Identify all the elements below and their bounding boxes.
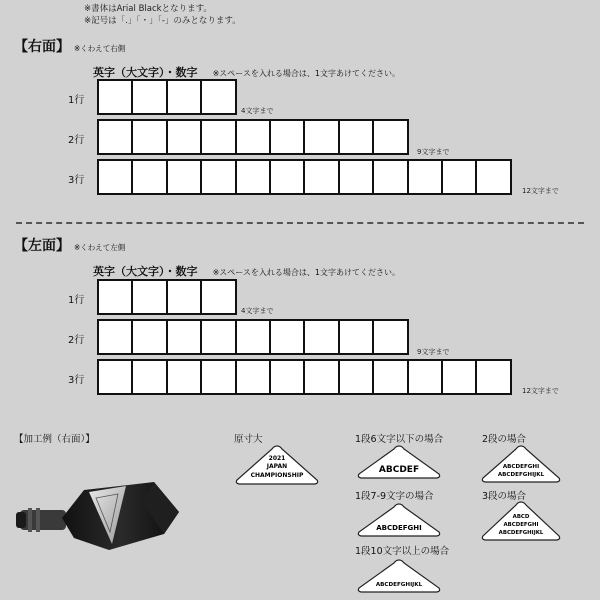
left-row3-label: 3行 [68,375,85,386]
right-row2-limit: 9文字まで [417,148,450,156]
char-box[interactable] [168,279,202,315]
right-row1-boxes[interactable] [97,79,237,115]
char-box[interactable] [374,319,408,355]
left-row1-limit: 4文字まで [241,307,274,315]
left-row2-limit: 9文字まで [417,348,450,356]
original-size-line2: JAPAN [266,463,288,470]
right-row2-label: 2行 [68,135,85,146]
one-line-6-text: ABCDEF [378,465,420,475]
char-box[interactable] [340,319,374,355]
char-box[interactable] [237,319,271,355]
char-box[interactable] [133,79,167,115]
right-row3-limit: 12文字まで [522,187,559,195]
char-box[interactable] [168,79,202,115]
char-box[interactable] [443,159,477,195]
char-box[interactable] [168,159,202,195]
original-size-line1: 2021 [268,455,286,462]
char-box[interactable] [374,159,408,195]
original-size-line3: CHAMPIONSHIP [250,472,304,479]
char-box[interactable] [202,159,236,195]
char-box[interactable] [237,159,271,195]
right-row2-boxes[interactable] [97,119,409,155]
one-line-10-triangle [356,558,442,594]
char-box[interactable] [237,119,271,155]
one-line-6-triangle [356,444,442,480]
char-box[interactable] [409,359,443,395]
char-box[interactable] [133,319,167,355]
char-box[interactable] [340,359,374,395]
product-image [14,472,189,566]
char-box[interactable] [202,279,236,315]
left-row3-boxes[interactable] [97,359,512,395]
char-box[interactable] [305,119,339,155]
right-row1-limit: 4文字まで [241,107,274,115]
char-box[interactable] [202,79,236,115]
char-box[interactable] [202,319,236,355]
three-line-line1: ABCD [512,514,530,520]
char-box[interactable] [340,119,374,155]
section-divider [16,222,584,224]
three-line-triangle [480,500,562,542]
char-box[interactable] [443,359,477,395]
char-box[interactable] [168,119,202,155]
two-line-line1: ABCDEFGHI [502,464,540,470]
char-box[interactable] [202,359,236,395]
char-box[interactable] [237,359,271,395]
char-box[interactable] [99,119,133,155]
char-box[interactable] [133,279,167,315]
left-row2-boxes[interactable] [97,319,409,355]
char-box[interactable] [133,119,167,155]
one-line-6-caption: 1段6文字以下の場合 [355,434,444,445]
two-line-line2: ABCDEFGHIJKL [497,472,545,478]
char-box[interactable] [133,159,167,195]
char-box[interactable] [409,159,443,195]
char-box[interactable] [99,319,133,355]
right-row3-label: 3行 [68,175,85,186]
left-row2-label: 2行 [68,335,85,346]
right-row1-label: 1行 [68,95,85,106]
one-line-7-9-text: ABCDEFGHI [376,524,422,532]
original-size-triangle [234,444,320,486]
char-box[interactable] [99,359,133,395]
char-box[interactable] [305,319,339,355]
char-box[interactable] [305,359,339,395]
three-line-line2: ABCDEFGHI [503,522,539,528]
char-box[interactable] [374,359,408,395]
char-box[interactable] [99,159,133,195]
char-box[interactable] [99,279,133,315]
char-box[interactable] [477,159,511,195]
char-box[interactable] [271,319,305,355]
char-box[interactable] [99,79,133,115]
left-row1-label: 1行 [68,295,85,306]
left-row1-boxes[interactable] [97,279,237,315]
char-box[interactable] [477,359,511,395]
symbol-note: ※記号は「.」「・」「-」のみとなります。 [84,16,241,26]
left-face-header: 英字（大文字）・数字 ※スペースを入れる場合は、1文字あけてください。 [93,265,400,278]
one-line-7-9-triangle [356,502,442,538]
char-box[interactable] [305,159,339,195]
char-box[interactable] [374,119,408,155]
char-box[interactable] [202,119,236,155]
one-line-10-caption: 1段10文字以上の場合 [355,546,450,557]
three-line-line3: ABCDEFGHIJKL [498,530,544,536]
product-example-caption: 【加工例（右面）】 [14,434,95,445]
one-line-7-9-caption: 1段7-9文字の場合 [355,491,434,502]
left-face-title: 【左面】 ※くわえて左側 [14,238,126,254]
right-row3-boxes[interactable] [97,159,512,195]
char-box[interactable] [168,359,202,395]
char-box[interactable] [133,359,167,395]
left-row3-limit: 12文字まで [522,387,559,395]
char-box[interactable] [168,319,202,355]
original-size-caption: 原寸大 [234,434,263,445]
char-box[interactable] [271,359,305,395]
right-face-title: 【右面】 ※くわえて右側 [14,39,126,55]
two-line-triangle [480,444,562,484]
char-box[interactable] [271,159,305,195]
char-box[interactable] [340,159,374,195]
two-line-caption: 2段の場合 [482,434,527,445]
three-line-caption: 3段の場合 [482,491,527,502]
one-line-10-text: ABCDEFGHIJKL [375,582,423,588]
char-box[interactable] [271,119,305,155]
font-note: ※書体はArial Blackとなります。 [84,4,212,14]
right-face-header: 英字（大文字）・数字 ※スペースを入れる場合は、1文字あけてください。 [93,66,400,79]
